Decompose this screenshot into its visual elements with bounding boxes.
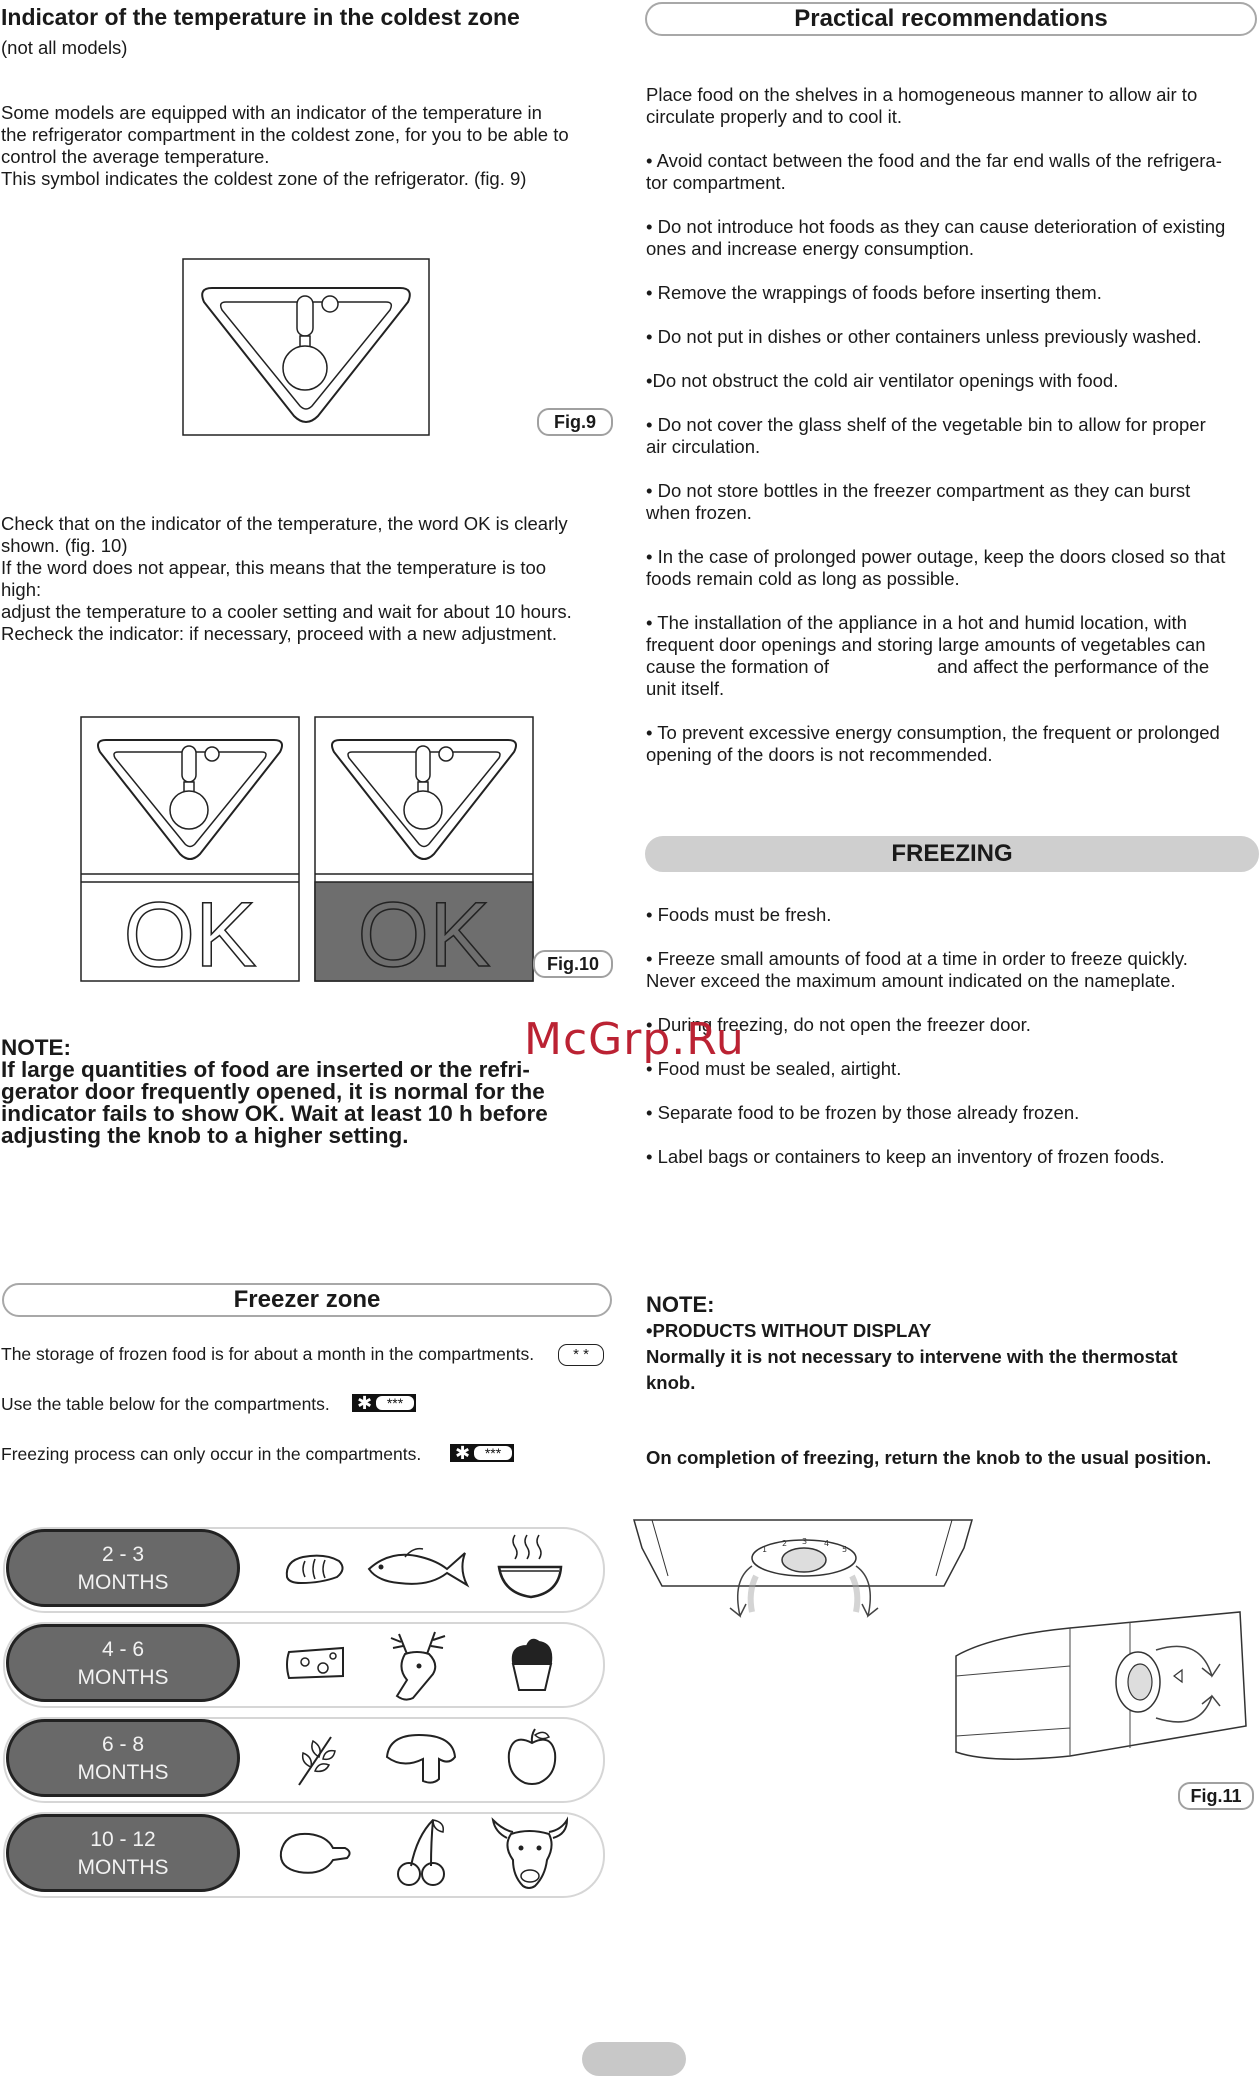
chicken-leg-icon: [275, 1826, 355, 1882]
indicator-para-line: This symbol indicates the coldest zone of the refrigerator. (fig. 9): [1, 168, 527, 189]
cupcake-icon: [505, 1632, 559, 1694]
completion-instruction: On completion of freezing, return the knob to the usual position.: [646, 1447, 1212, 1468]
practical-item-line: frequent door openings and storing large amounts of vegetables can: [646, 634, 1206, 655]
three-star-label: ***: [474, 1446, 512, 1460]
bread-icon: [281, 1547, 347, 1589]
months-badge: [6, 1719, 240, 1797]
storage-row-2-3: [3, 1527, 603, 1611]
thermostat-knob-front-drawing: [632, 1516, 974, 1624]
ok-indicator-visible: [80, 716, 300, 982]
check-para-line: Recheck the indicator: if necessary, proceed with a new adjustment.: [1, 623, 557, 644]
coldest-zone-symbol-figure: [182, 258, 430, 436]
right-note-title: NOTE:: [646, 1292, 715, 1317]
right-note-line-1: Normally it is not necessary to intervene with the thermostat: [646, 1346, 1178, 1367]
ok-word-outline-dark: OK: [357, 884, 491, 982]
practical-item-line: • The installation of the appliance in a hot and humid location, with: [646, 612, 1187, 633]
practical-item-line: air circulation.: [646, 436, 761, 457]
check-para-line: Check that on the indicator of the temperature, the word OK is clearly: [1, 513, 568, 534]
practical-item-line: • Avoid contact between the food and the far end walls of the refrigera-: [646, 150, 1222, 171]
check-para-line: If the word does not appear, this means that the temperature is too: [1, 557, 547, 578]
thermostat-knob-side-drawing: [950, 1606, 1250, 1782]
freezing-item-line: • Foods must be fresh.: [646, 904, 832, 925]
practical-recommendations-heading: Practical recommendations: [645, 2, 1257, 36]
page-number-pill: [582, 2042, 686, 2076]
left-note-line: adjusting the knob to a higher setting.: [1, 1123, 409, 1148]
freezing-item-line: Never exceed the maximum amount indicated on the nameplate.: [646, 970, 1176, 991]
months-range: 2 - 3: [101, 1543, 145, 1566]
left-note-line: If large quantities of food are inserted or the refri-: [1, 1057, 530, 1082]
months-unit: MONTHS: [77, 1856, 169, 1879]
knob-number: 3: [802, 1537, 808, 1546]
practical-item-line: circulate properly and to cool it.: [646, 106, 903, 127]
left-note-line: indicator fails to show OK. Wait at least 10 h before: [1, 1101, 548, 1126]
check-para-line: high:: [1, 579, 42, 600]
fig11-label: Fig.11: [1178, 1782, 1254, 1810]
cow-head-icon: [489, 1816, 571, 1892]
freezing-item-line: • Food must be sealed, airtight.: [646, 1058, 902, 1079]
freezing-item-line: • Separate food to be frozen by those already frozen.: [646, 1102, 1080, 1123]
practical-item-line: opening of the doors is not recommended.: [646, 744, 993, 765]
months-range: 6 - 8: [101, 1733, 145, 1756]
left-note-title: NOTE:: [1, 1035, 71, 1060]
practical-item-line: • Remove the wrappings of foods before inserting them.: [646, 282, 1102, 303]
months-range: 4 - 6: [101, 1638, 145, 1661]
fig9-label: Fig.9: [537, 408, 613, 436]
months-badge: [6, 1624, 240, 1702]
freezing-heading: FREEZING: [645, 836, 1259, 872]
freezer-zone-heading: Freezer zone: [2, 1283, 612, 1317]
two-star-compartment-icon: * *: [558, 1344, 604, 1366]
ok-word-outline: OK: [123, 884, 257, 982]
storage-row-6-8: [3, 1717, 603, 1801]
practical-item-line: Place food on the shelves in a homogeneous manner to allow air to: [646, 84, 1198, 105]
indicator-title: Indicator of the temperature in the coldest zone: [1, 4, 520, 30]
practical-item-line: ones and increase energy consumption.: [646, 238, 975, 259]
products-without-display: •PRODUCTS WITHOUT DISPLAY: [646, 1320, 932, 1341]
soup-bowl-icon: [493, 1531, 567, 1603]
practical-item-line: • In the case of prolonged power outage, keep the doors closed so that: [646, 546, 1226, 567]
indicator-para-line: Some models are equipped with an indicator of the temperature in: [1, 102, 542, 123]
practical-item-line: •Do not obstruct the cold air ventilator openings with food.: [646, 370, 1119, 391]
knob-number: 4: [824, 1539, 830, 1548]
indicator-para-line: control the average temperature.: [1, 146, 270, 167]
months-range: 10 - 12: [90, 1828, 156, 1851]
freezer-zone-line-3: Freezing process can only occur in the compartments.: [1, 1444, 422, 1464]
deer-head-icon: [383, 1624, 457, 1704]
knob-number: 2: [782, 1539, 788, 1548]
months-badge: [6, 1814, 240, 1892]
left-note-line: gerator door frequently opened, it is normal for the: [1, 1079, 545, 1104]
four-star-compartment-icon-2: ✱ ***: [450, 1444, 514, 1462]
check-para-line: shown. (fig. 10): [1, 535, 128, 556]
freezer-zone-line-2: Use the table below for the compartments.: [1, 1394, 330, 1414]
check-para-line: adjust the temperature to a cooler setting and wait for about 10 hours.: [1, 601, 572, 622]
practical-item-line: • Do not store bottles in the freezer compartment as they can burst: [646, 480, 1191, 501]
practical-item-line: • Do not cover the glass shelf of the vegetable bin to allow for proper: [646, 414, 1206, 435]
freezing-item-line: • During freezing, do not open the freezer door.: [646, 1014, 1031, 1035]
cheese-icon: [283, 1642, 349, 1684]
freezing-item-line: • Label bags or containers to keep an inventory of frozen foods.: [646, 1146, 1165, 1167]
months-unit: MONTHS: [77, 1666, 169, 1689]
fig10-label: Fig.10: [533, 950, 613, 978]
knob-number: 5: [842, 1545, 848, 1554]
practical-item-line: foods remain cold as long as possible.: [646, 568, 960, 589]
mushroom-icon: [383, 1729, 459, 1787]
indicator-subtitle: (not all models): [1, 37, 128, 58]
practical-item-line: • To prevent excessive energy consumption, the frequent or prolonged: [646, 722, 1220, 743]
wheat-icon: [291, 1729, 341, 1789]
months-unit: MONTHS: [77, 1761, 169, 1784]
storage-row-4-6: [3, 1622, 603, 1706]
practical-item-line: when frozen.: [646, 502, 752, 523]
practical-item-line: • Do not put in dishes or other containers unless previously washed.: [646, 326, 1202, 347]
knob-number: 1: [762, 1545, 768, 1554]
indicator-para-line: the refrigerator compartment in the coldest zone, for you to be able to: [1, 124, 569, 145]
freezer-zone-line-1: The storage of frozen food is for about a month in the compartments.: [1, 1344, 535, 1364]
watermark: McGrp.Ru: [524, 1014, 745, 1065]
cherries-icon: [393, 1816, 449, 1890]
practical-item-line: • Do not introduce hot foods as they can cause deterioration of existing: [646, 216, 1226, 237]
storage-row-10-12: [3, 1812, 603, 1896]
practical-item-line: unit itself.: [646, 678, 725, 699]
freezing-item-line: • Freeze small amounts of food at a time in order to freeze quickly.: [646, 948, 1188, 969]
three-star-label: ***: [376, 1396, 414, 1410]
months-badge: [6, 1529, 240, 1607]
practical-item-line: cause the formation of and affect the performance of the: [646, 656, 1210, 677]
fish-icon: [365, 1539, 471, 1593]
months-unit: MONTHS: [77, 1571, 169, 1594]
right-note-line-2: knob.: [646, 1372, 696, 1393]
apple-icon: [501, 1727, 563, 1789]
four-star-compartment-icon: ✱ ***: [352, 1394, 416, 1412]
practical-item-line: tor compartment.: [646, 172, 786, 193]
ok-indicator-dark: [314, 716, 534, 982]
